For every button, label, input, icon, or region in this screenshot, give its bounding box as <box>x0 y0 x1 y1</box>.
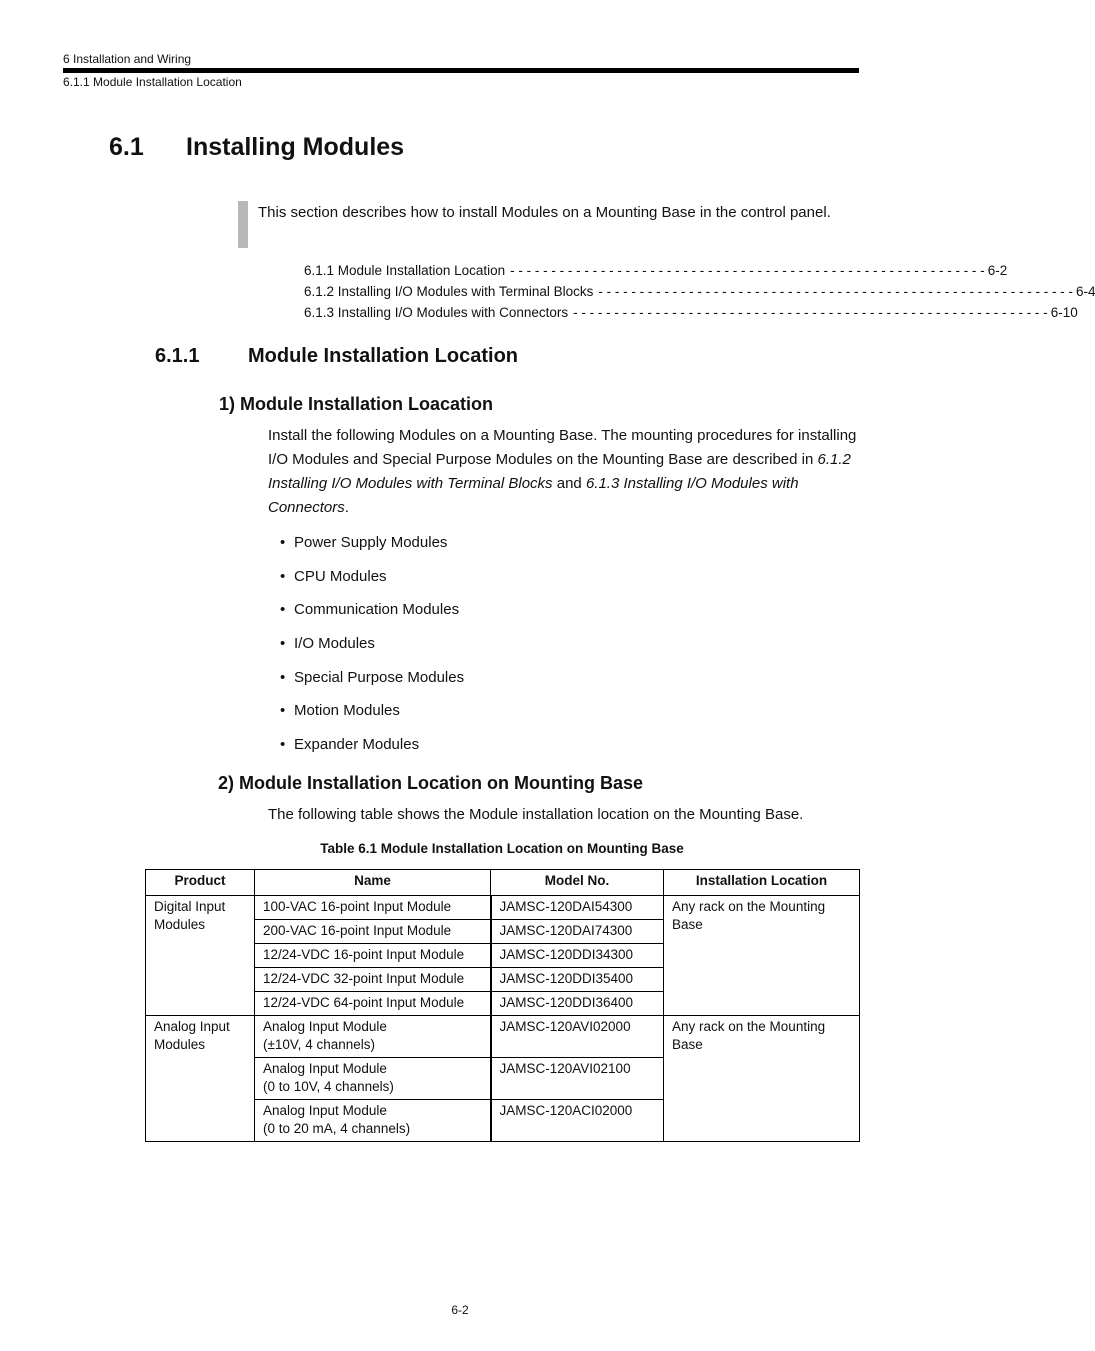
list-item-label: Expander Modules <box>294 736 420 754</box>
name-line-2: (0 to 10V, 4 channels) <box>263 1079 394 1094</box>
list-item <box>280 735 464 769</box>
section-heading <box>109 133 404 162</box>
location-cell: Any rack on the Mounting Base <box>664 1016 860 1142</box>
cross-reference-6-1-2: 6.1.2 Installing I/O Modules with Terminal Blocks <box>268 451 851 492</box>
model-cell: JAMSC-120DDI34300 <box>491 944 664 968</box>
product-cell: Analog Input Modules <box>146 1016 255 1142</box>
name-line-1: Analog Input Module <box>263 1061 387 1076</box>
name-line-2: (0 to 20 mA, 4 channels) <box>263 1121 411 1136</box>
part2-heading: 2) Module Installation Location on Mounting Base <box>218 773 643 793</box>
toc-entry-title: 6.1.2 Installing I/O Modules with Terminal Blocks <box>304 284 594 299</box>
list-item-label: Special Purpose Modules <box>294 668 465 686</box>
bullet-icon: • <box>280 567 286 585</box>
name-cell <box>255 1058 491 1100</box>
model-cell: JAMSC-120DDI35400 <box>491 968 664 992</box>
name-cell: 12/24-VDC 64-point Input Module <box>255 992 491 1016</box>
list-item <box>280 600 464 634</box>
list-item-label: I/O Modules <box>294 635 375 653</box>
toc-entry-page: 6-2 <box>987 263 1008 278</box>
model-cell: JAMSC-120ACI02000 <box>491 1100 664 1142</box>
table-of-contents <box>304 262 1095 325</box>
table-row <box>146 1016 860 1058</box>
part1-heading: 1) Module Installation Loacation <box>219 394 494 414</box>
product-cell: Digital Input Modules <box>146 896 255 1016</box>
section-title: Installing Modules <box>186 133 405 161</box>
name-cell <box>255 1100 491 1142</box>
model-cell: JAMSC-120AVI02100 <box>491 1058 664 1100</box>
cross-reference-6-1-3: 6.1.3 Installing I/O Modules with Connectors <box>268 475 799 516</box>
bullet-icon: • <box>280 534 286 551</box>
subsection-heading <box>155 345 518 368</box>
model-cell: JAMSC-120DAI74300 <box>491 920 664 944</box>
part1-text-and: and <box>552 475 586 492</box>
toc-entry[interactable] <box>304 262 1008 283</box>
bullet-icon: • <box>280 736 286 754</box>
toc-leader: - - - - - - - - - - - - - - - - - - - - - - - - - - - - - - - - - - - - - - - - - - - - - - - - - - - - - - - - - - <box>573 305 1048 320</box>
toc-entry-title: 6.1.1 Module Installation Location <box>304 263 506 278</box>
toc-entry-page: 6-4 <box>1075 284 1095 299</box>
name-cell: 12/24-VDC 16-point Input Module <box>255 944 491 968</box>
list-item-label: Motion Modules <box>294 702 400 720</box>
toc-entry-title: 6.1.3 Installing I/O Modules with Connectors <box>304 305 569 320</box>
module-location-table <box>145 869 860 1142</box>
name-line-1: Analog Input Module <box>263 1103 387 1118</box>
list-item <box>280 701 464 735</box>
name-cell: 12/24-VDC 32-point Input Module <box>255 968 491 992</box>
part1-text: Install the following Modules on a Mounting Base. The mounting procedures for installing I/O Modules and Special Purpose Modules on the Mounting Base are described in <box>268 427 857 468</box>
running-header-section: 6.1.1 Module Installation Location <box>63 75 242 89</box>
part2-paragraph: The following table shows the Module installation location on the Mounting Base. <box>268 806 804 823</box>
bullet-icon: • <box>280 668 286 686</box>
model-cell: JAMSC-120DAI54300 <box>491 896 664 920</box>
table-header-row <box>146 870 860 896</box>
location-cell: Any rack on the Mounting Base <box>664 896 860 1016</box>
part1-text-end: . <box>344 499 349 516</box>
bullet-icon: • <box>280 601 286 619</box>
model-cell: JAMSC-120AVI02000 <box>491 1016 664 1058</box>
toc-entry[interactable] <box>304 283 1095 304</box>
bullet-icon: • <box>280 702 286 720</box>
bullet-icon: • <box>280 635 286 653</box>
name-cell <box>255 1016 491 1058</box>
list-item <box>280 567 464 601</box>
toc-leader: - - - - - - - - - - - - - - - - - - - - - - - - - - - - - - - - - - - - - - - - - - - - - - - - - - - - - - - - - - <box>598 284 1073 299</box>
module-list <box>280 533 464 769</box>
name-cell: 100-VAC 16-point Input Module <box>255 896 491 920</box>
column-header-location: Installation Location <box>664 870 860 896</box>
part1-paragraph <box>268 424 860 520</box>
intro-bar <box>238 201 248 248</box>
list-item-label: CPU Modules <box>294 567 387 585</box>
name-line-1: Analog Input Module <box>263 1019 387 1034</box>
column-header-name: Name <box>255 870 491 896</box>
section-number: 6.1 <box>109 133 144 161</box>
running-header-chapter: 6 Installation and Wiring <box>63 52 192 66</box>
page-number: 6-2 <box>451 1303 469 1317</box>
toc-entry[interactable] <box>304 304 1078 325</box>
list-item <box>280 533 464 567</box>
intro-text: This section describes how to install Modules on a Mounting Base in the control panel. <box>258 204 831 221</box>
list-item <box>280 634 464 668</box>
name-line-2: (±10V, 4 channels) <box>263 1037 375 1052</box>
subsection-number: 6.1.1 <box>155 345 200 367</box>
name-cell: 200-VAC 16-point Input Module <box>255 920 491 944</box>
table-caption: Table 6.1 Module Installation Location on Mounting Base <box>320 841 684 856</box>
toc-leader: - - - - - - - - - - - - - - - - - - - - - - - - - - - - - - - - - - - - - - - - - - - - - - - - - - - - - - - - - - <box>510 263 985 278</box>
header-rule <box>63 68 859 73</box>
toc-entry-page: 6-10 <box>1050 305 1078 320</box>
column-header-model: Model No. <box>491 870 664 896</box>
list-item-label: Communication Modules <box>294 601 460 619</box>
column-header-product: Product <box>146 870 255 896</box>
list-item <box>280 668 464 702</box>
list-item-label: Power Supply Modules <box>294 534 448 551</box>
model-cell: JAMSC-120DDI36400 <box>491 992 664 1016</box>
subsection-title: Module Installation Location <box>248 345 518 367</box>
table-row <box>146 896 860 920</box>
